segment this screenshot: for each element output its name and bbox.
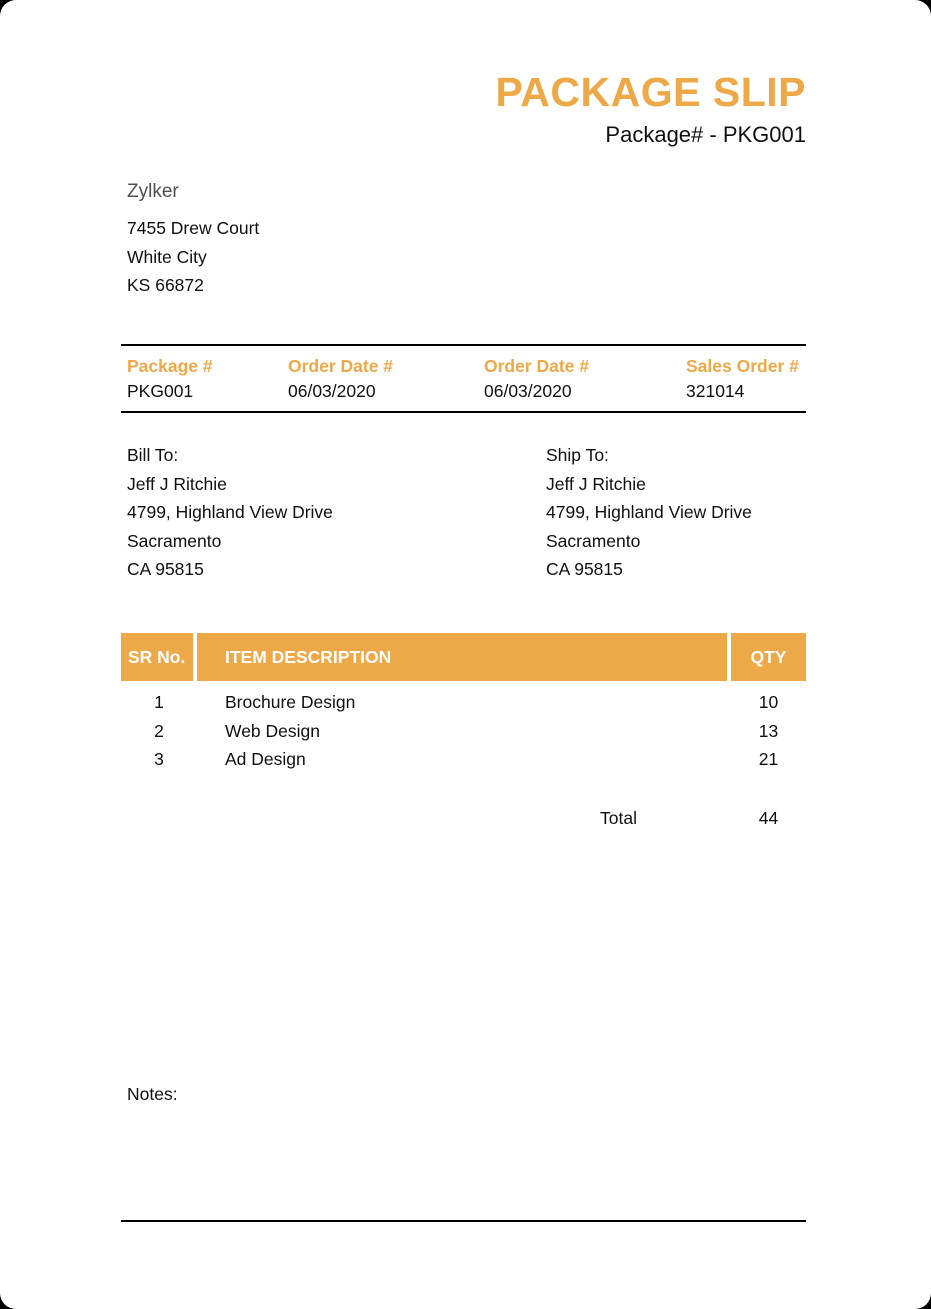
item-qty: 13 bbox=[758, 720, 779, 741]
bill-to-line: Sacramento bbox=[127, 530, 222, 551]
order-info-header-order-date-2: Order Date # bbox=[484, 356, 590, 376]
page-content bbox=[121, 0, 806, 1309]
company-address-line: White City bbox=[127, 246, 207, 267]
items-header-qty: QTY bbox=[750, 647, 787, 667]
bill-to-block bbox=[127, 441, 333, 584]
ship-to-line: Jeff J Ritchie bbox=[546, 473, 646, 494]
items-header-description: ITEM DESCRIPTION bbox=[197, 633, 731, 681]
company-name: Zylker bbox=[127, 181, 179, 202]
company-address-line: KS 66872 bbox=[127, 275, 204, 295]
footer-divider bbox=[121, 1220, 806, 1222]
total-qty-value: 44 bbox=[758, 807, 779, 828]
table-row bbox=[121, 688, 806, 717]
order-info-value-order-date-2: 06/03/2020 bbox=[484, 381, 572, 401]
items-header-sr-no: SR No. bbox=[121, 633, 197, 681]
order-info-header-package: Package # bbox=[127, 356, 213, 376]
item-qty: 21 bbox=[758, 749, 779, 769]
order-info-header-order-date-1: Order Date # bbox=[288, 356, 394, 376]
item-description: Web Design bbox=[225, 720, 321, 741]
package-number: Package# - PKG001 bbox=[605, 122, 806, 147]
order-info-header-row bbox=[121, 346, 806, 378]
notes-label: Notes: bbox=[127, 1084, 178, 1104]
table-row bbox=[121, 745, 806, 774]
table-row bbox=[121, 717, 806, 746]
order-info-table bbox=[121, 344, 806, 413]
item-description: Brochure Design bbox=[225, 692, 356, 712]
ship-to-line: Sacramento bbox=[546, 530, 641, 551]
items-table-body bbox=[121, 681, 806, 774]
company-address-line: 7455 Drew Court bbox=[127, 218, 260, 238]
order-info-value-package: PKG001 bbox=[127, 381, 194, 401]
bill-to-line: Jeff J Ritchie bbox=[127, 473, 227, 494]
order-info-value-order-date-1: 06/03/2020 bbox=[288, 381, 376, 401]
total-spacer bbox=[121, 804, 197, 832]
order-info-value-row bbox=[121, 378, 806, 411]
order-info-header-sales-order: Sales Order # bbox=[686, 356, 799, 376]
total-label: Total bbox=[600, 807, 637, 828]
ship-to-block bbox=[546, 441, 752, 584]
company-block bbox=[127, 181, 259, 300]
item-description: Ad Design bbox=[225, 749, 306, 769]
bill-to-label: Bill To: bbox=[127, 445, 179, 465]
document-title: PACKAGE SLIP bbox=[495, 69, 806, 115]
items-table bbox=[121, 633, 806, 832]
ship-to-label: Ship To: bbox=[546, 445, 609, 465]
item-qty: 10 bbox=[758, 692, 779, 712]
bill-to-line: 4799, Highland View Drive bbox=[127, 502, 333, 522]
total-row bbox=[121, 804, 806, 832]
item-sr-no: 3 bbox=[154, 749, 164, 769]
items-table-header-row bbox=[121, 633, 806, 681]
ship-to-line: 4799, Highland View Drive bbox=[546, 502, 752, 522]
item-sr-no: 2 bbox=[154, 720, 164, 741]
ship-to-line: CA 95815 bbox=[546, 559, 623, 579]
bill-to-line: CA 95815 bbox=[127, 559, 204, 579]
item-sr-no: 1 bbox=[154, 692, 164, 712]
order-info-value-sales-order: 321014 bbox=[686, 381, 745, 401]
